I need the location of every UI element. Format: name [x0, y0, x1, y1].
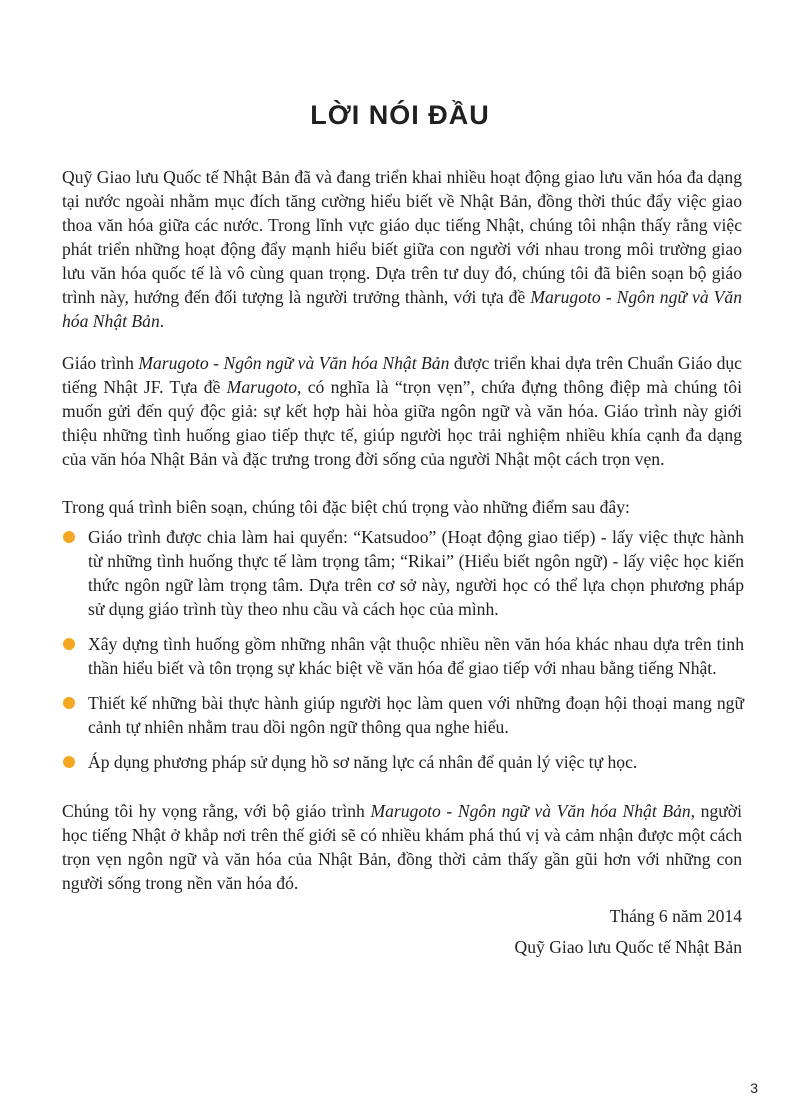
- paragraph-segment: Quỹ Giao lưu Quốc tế Nhật Bản đã và đang triển khai nhiều hoạt động giao lưu văn hóa đa dạng tại nước ngoài nhằm mục đích tăng cường hiểu biết về Nhật Bản, đồng thời thúc đẩy việc giao thoa văn hóa giữa các nước. Trong lĩnh vực giáo dục tiếng Nhật, chúng tôi nhận thấy rằng việc phát triển những hoạt động đẩy mạnh hiểu biết giữa con người với nhau trong môi trường giao lưu văn hóa quốc tế là vô cùng quan trọng. Dựa trên tư duy đó, chúng tôi đã biên soạn bộ giáo trình này, hướng đến đối tượng là người trưởng thành, với tựa đề: [62, 167, 742, 307]
- page-title: LỜI NÓI ĐẦU: [310, 100, 490, 131]
- list-item: [62, 750, 744, 774]
- book-title: Marugoto - Ngôn ngữ và Văn hóa Nhật Bản: [62, 287, 742, 331]
- paragraph-segment: Giáo trình: [62, 353, 139, 373]
- paragraph-segment: có nghĩa là “trọn vẹn”, chứa đựng thông điệp mà chúng tôi muốn gửi đến quý độc giả: sự kết hợp hài hòa giữa ngôn ngữ và văn hóa. Giáo trình này giới thiệu những tình huống giao tiếp thực tế, giúp người học trải nghiệm nhiều khía cạnh đa dạng của văn hóa Nhật Bản và đặc trưng trong đời sống của người Nhật một cách trọn vẹn.: [62, 377, 742, 469]
- list-item: [62, 632, 744, 680]
- paragraph-segment: người học tiếng Nhật ở khắp nơi trên thế giới sẽ có nhiều khám phá thú vị và cảm nhận được một cách trọn vẹn ngôn ngữ và văn hóa của Nhật Bản, đồng thời cảm thấy gần gũi hơn với những con người sống trong nền văn hóa đó.: [62, 801, 742, 893]
- list-item-text: Giáo trình được chia làm hai quyển: “Katsudoo” (Hoạt động giao tiếp) - lấy việc thực hành từ những tình huống thực tế làm trọng tâm; “Rikai” (Hiểu biết ngôn ngữ) - lấy việc học kiến thức ngôn ngữ làm trọng tâm. Dựa trên cơ sở này, người học có thể lựa chọn phương pháp sử dụng giáo trình tùy theo nhu cầu và cách học của mình.: [88, 527, 744, 619]
- list-item: [62, 525, 744, 621]
- description-paragraph: [62, 351, 742, 471]
- closing-paragraph: [62, 799, 742, 895]
- signature-date: Tháng 6 năm 2014: [609, 906, 742, 926]
- book-title: Marugoto - Ngôn ngữ và Văn hóa Nhật Bản: [138, 353, 450, 373]
- list-item: [62, 691, 744, 739]
- bullet-dot-icon: [63, 531, 75, 543]
- paragraph-segment: Chúng tôi hy vọng rằng, với bộ giáo trình: [62, 801, 371, 821]
- signature-organization: Quỹ Giao lưu Quốc tế Nhật Bản: [514, 937, 742, 957]
- bullet-dot-icon: [63, 697, 75, 709]
- bullet-dot-icon: [63, 638, 75, 650]
- intro-paragraph: [62, 165, 742, 333]
- page-number: 3: [750, 1080, 758, 1096]
- paragraph-segment: được triển khai dựa trên Chuẩn Giáo dục tiếng Nhật JF. Tựa đề: [62, 353, 742, 397]
- list-item-text: Thiết kế những bài thực hành giúp người học làm quen với những đoạn hội thoại mang ngữ cảnh tự nhiên nhằm trau dồi ngôn ngữ thông qua nghe hiểu.: [88, 693, 744, 737]
- bullet-dot-icon: [63, 756, 75, 768]
- book-title: Marugoto - Ngôn ngữ và Văn hóa Nhật Bản,: [370, 801, 696, 821]
- paragraph-segment: .: [159, 311, 165, 331]
- book-title-short: Marugoto,: [226, 377, 302, 397]
- list-item-text: Áp dụng phương pháp sử dụng hồ sơ năng lực cá nhân để quản lý việc tự học.: [88, 752, 638, 772]
- list-item-text: Xây dựng tình huống gồm những nhân vật thuộc nhiều nền văn hóa khác nhau dựa trên tinh thần hiểu biết và tôn trọng sự khác biệt về văn hóa để giao tiếp với nhau bằng tiếng Nhật.: [88, 634, 744, 678]
- focus-points-list: [62, 525, 744, 785]
- focus-intro-paragraph: Trong quá trình biên soạn, chúng tôi đặc biệt chú trọng vào những điểm sau đây:: [62, 497, 630, 517]
